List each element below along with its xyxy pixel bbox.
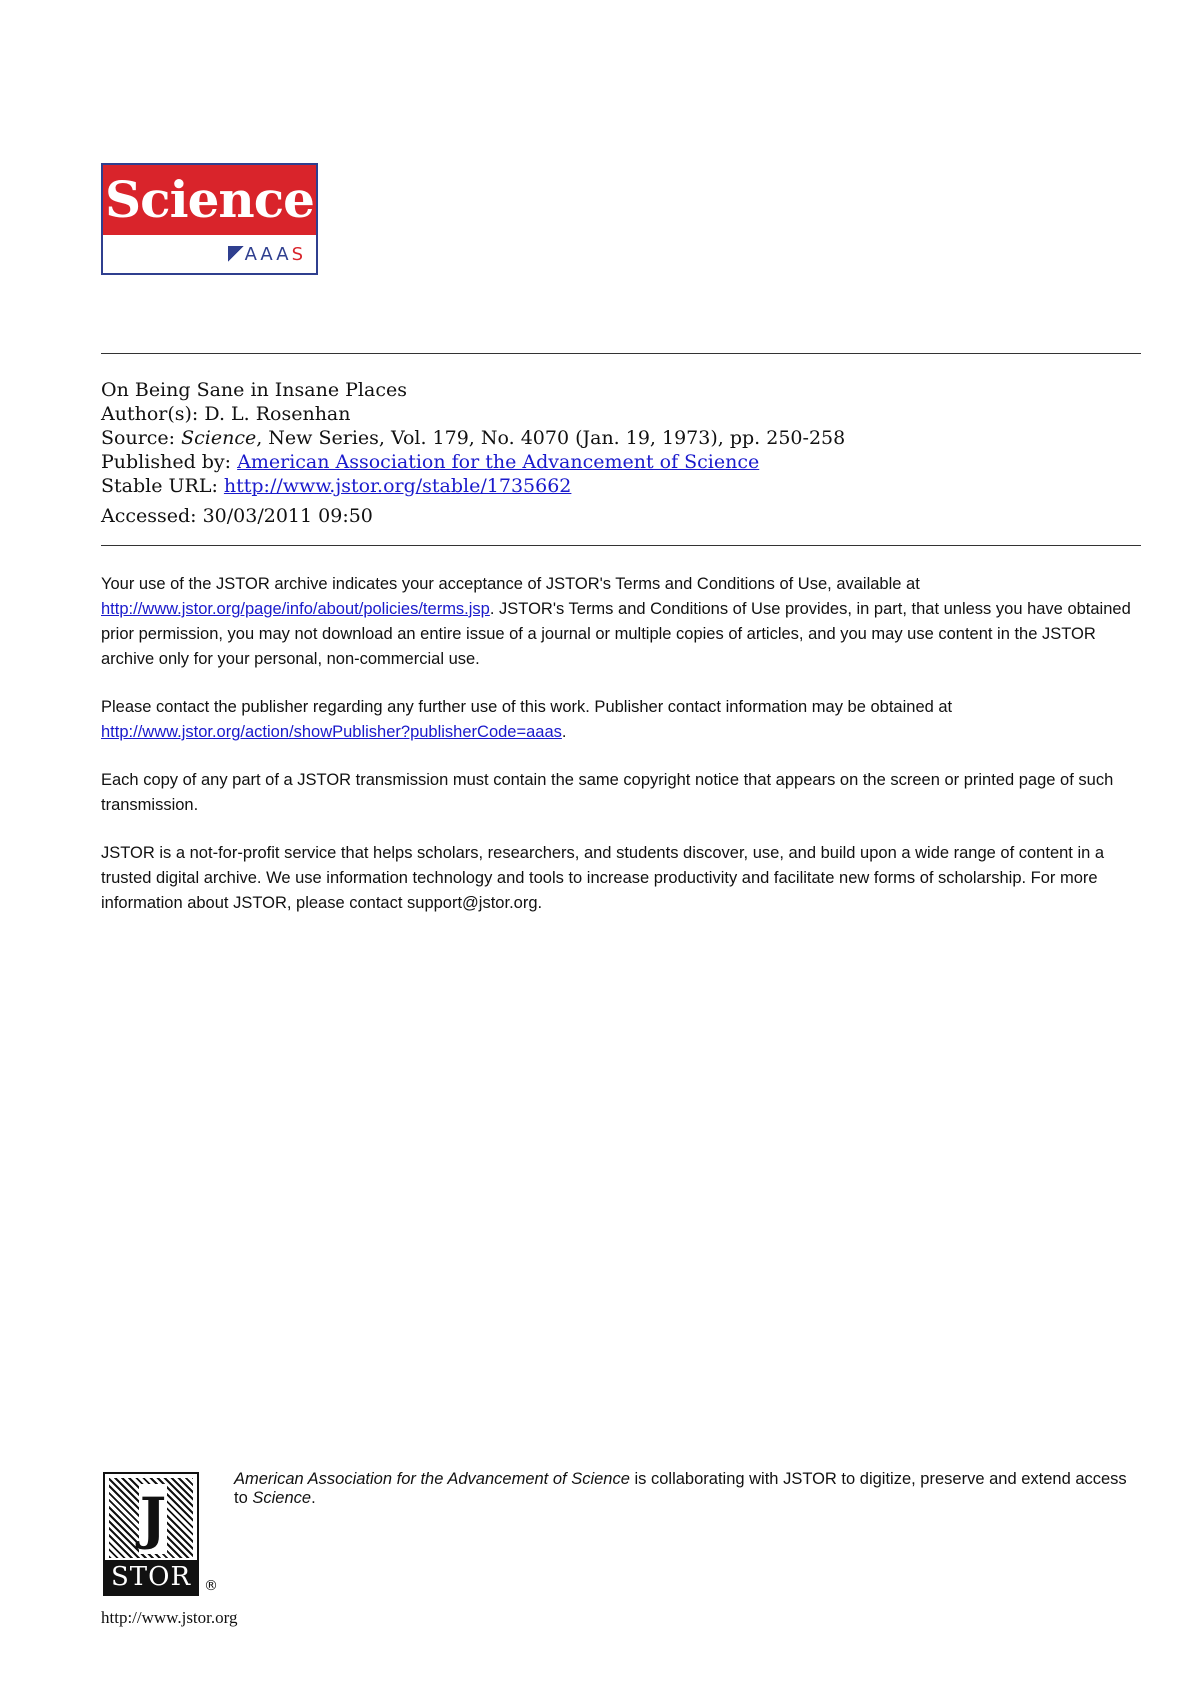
- jstor-logo-letter: J: [139, 1486, 167, 1552]
- collaboration-end: .: [311, 1489, 316, 1507]
- terms-p2-text: Please contact the publisher regarding any further use of this work. Publisher contact information may be obtained at: [101, 698, 953, 716]
- source-details: , New Series, Vol. 179, No. 4070 (Jan. 19, 1973), pp. 250-258: [256, 427, 846, 449]
- accessed-date: Accessed: 30/03/2011 09:50: [101, 505, 373, 527]
- aaas-letters: AAA: [244, 243, 292, 265]
- terms-link[interactable]: http://www.jstor.org/page/info/about/policies/terms.jsp: [101, 600, 490, 618]
- article-title: On Being Sane in Insane Places: [101, 379, 407, 401]
- terms-paragraph-3: Each copy of any part of a JSTOR transmission must contain the same copyright notice that appears on the screen or printed page of such transmission.: [101, 771, 1114, 814]
- science-wordmark: Science: [103, 165, 316, 235]
- terms-section: [101, 572, 1141, 939]
- bottom-divider: [101, 545, 1141, 546]
- stable-url-line: [101, 474, 1141, 498]
- author-label: Author(s):: [101, 403, 199, 425]
- aaas-mark-icon: [228, 246, 244, 262]
- collaboration-journal: Science: [252, 1489, 312, 1507]
- science-logo: [101, 163, 318, 275]
- jstor-logo: [103, 1472, 199, 1596]
- terms-p1-end: . JSTOR's Terms and Conditions of Use provides, in part, that unless you have obtained prior permission, you may not download an entire issue of a journal or multiple copies of articles, and you may use content in the JSTOR archive only for your personal, non-commercial use.: [101, 600, 1131, 668]
- collaboration-org: American Association for the Advancement of Science: [234, 1470, 630, 1488]
- jstor-emblem-icon: [109, 1478, 193, 1558]
- source-line: [101, 426, 1141, 450]
- publisher-link[interactable]: American Association for the Advancement of Science: [237, 451, 760, 473]
- citation-block: [101, 378, 1141, 528]
- collaboration-note: [234, 1470, 1134, 1508]
- terms-paragraph-2: [101, 695, 1141, 745]
- terms-paragraph-4: JSTOR is a not-for-profit service that helps scholars, researchers, and students discover, use, and build upon a wide range of content in a trusted digital archive. We use information technology and tools to increase productivity and facilitate new forms of scholarship. For more information about JSTOR, please contact support@jstor.org.: [101, 844, 1105, 912]
- aaas-wordmark: [103, 235, 316, 273]
- publisher-line: [101, 450, 1141, 474]
- source-label: Source:: [101, 427, 176, 449]
- jstor-logo-text: STOR: [105, 1560, 197, 1594]
- top-divider: [101, 353, 1141, 354]
- publisher-label: Published by:: [101, 451, 232, 473]
- jstor-url: http://www.jstor.org: [101, 1608, 238, 1627]
- registered-mark: ®: [204, 1578, 218, 1594]
- terms-p1-text: Your use of the JSTOR archive indicates your acceptance of JSTOR's Terms and Conditions of Use, available at: [101, 575, 920, 593]
- publisher-contact-link[interactable]: http://www.jstor.org/action/showPublisher?publisherCode=aaas: [101, 723, 562, 741]
- collaboration-middle: is collaborating with JSTOR to digitize, preserve and extend access to: [234, 1470, 1127, 1507]
- terms-paragraph-1: [101, 572, 1141, 672]
- stable-url-link[interactable]: http://www.jstor.org/stable/1735662: [223, 475, 572, 497]
- terms-p2-end: .: [561, 723, 567, 741]
- author-line: [101, 402, 1141, 426]
- aaas-last-letter: S: [291, 243, 306, 265]
- stable-url-label: Stable URL:: [101, 475, 218, 497]
- author-name: D. L. Rosenhan: [204, 403, 351, 425]
- source-journal: Science: [181, 427, 257, 449]
